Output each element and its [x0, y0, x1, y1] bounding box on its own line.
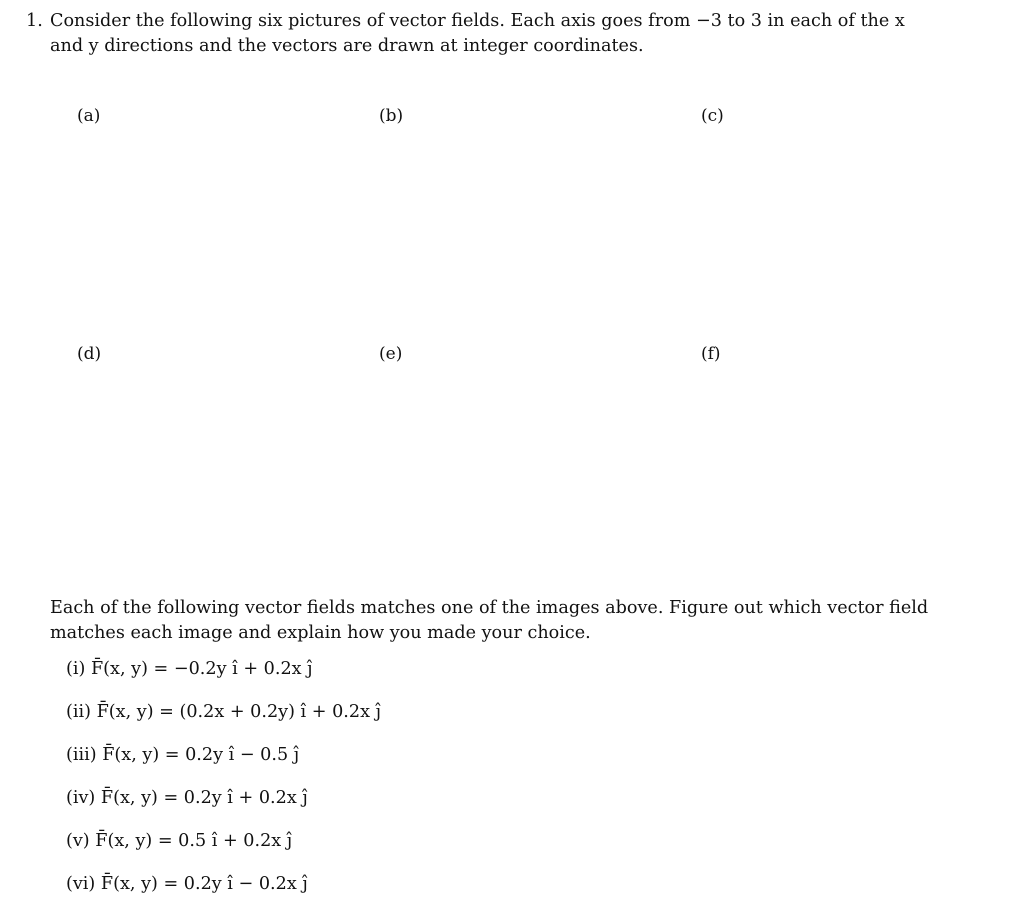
- option-label: (ii): [66, 702, 91, 722]
- vector-field-plot-d: [100, 336, 332, 568]
- figure-label-f: (f): [701, 344, 721, 364]
- option-formula: F̄(x, y) = −0.2y î + 0.2x ĵ: [90, 659, 313, 679]
- option-label: (i): [66, 659, 86, 679]
- vector-field-figure-f: [701, 336, 956, 568]
- vector-field-figure-c: [701, 98, 956, 330]
- figure-label-b: (b): [379, 106, 404, 126]
- figure-label-a: (a): [77, 106, 101, 126]
- intro-line-2: and y directions and the vectors are drawn at integer coordinates.: [50, 35, 644, 56]
- option-vi: [66, 873, 308, 895]
- option-i: [66, 658, 313, 680]
- followup-line-2: matches each image and explain how you made your choice.: [50, 622, 591, 643]
- intro-text-1: Consider the following six pictures of vector fields. Each axis goes from −3 to 3 in each of the x: [50, 11, 905, 31]
- option-label: (vi): [66, 874, 96, 894]
- option-label: (iii): [66, 745, 97, 765]
- figure-label-e: (e): [379, 344, 403, 364]
- vector-field-figure-b: [379, 98, 634, 330]
- option-iv: [66, 787, 308, 809]
- intro-line-1: [26, 9, 986, 34]
- option-formula: F̄(x, y) = (0.2x + 0.2y) î + 0.2x ĵ: [96, 702, 382, 722]
- vector-field-plot-f: [724, 336, 956, 568]
- option-formula: F̄(x, y) = 0.5 î + 0.2x ĵ: [95, 831, 293, 851]
- figure-label-d: (d): [77, 344, 102, 364]
- option-formula: F̄(x, y) = 0.2y î − 0.2x ĵ: [100, 874, 308, 894]
- followup-line-1: Each of the following vector fields matches one of the images above. Figure out which vector field: [50, 598, 929, 618]
- option-label: (v): [66, 831, 90, 851]
- option-v: [66, 830, 292, 852]
- vector-field-plot-c: [724, 98, 956, 330]
- vector-field-figure-d: [77, 336, 332, 568]
- vector-field-plot-e: [402, 336, 634, 568]
- vector-field-plot-a: [100, 98, 332, 330]
- vector-field-plot-b: [402, 98, 634, 330]
- vector-field-figure-a: [77, 98, 332, 330]
- option-ii: [66, 701, 381, 723]
- problem-intro: [26, 9, 986, 58]
- option-iii: [66, 744, 299, 766]
- followup-text: [50, 596, 950, 645]
- vector-field-figure-e: [379, 336, 634, 568]
- option-formula: F̄(x, y) = 0.2y î − 0.5 ĵ: [102, 745, 300, 765]
- figure-label-c: (c): [701, 106, 724, 126]
- problem-number: 1.: [26, 11, 43, 31]
- option-label: (iv): [66, 788, 96, 808]
- option-formula: F̄(x, y) = 0.2y î + 0.2x ĵ: [100, 788, 308, 808]
